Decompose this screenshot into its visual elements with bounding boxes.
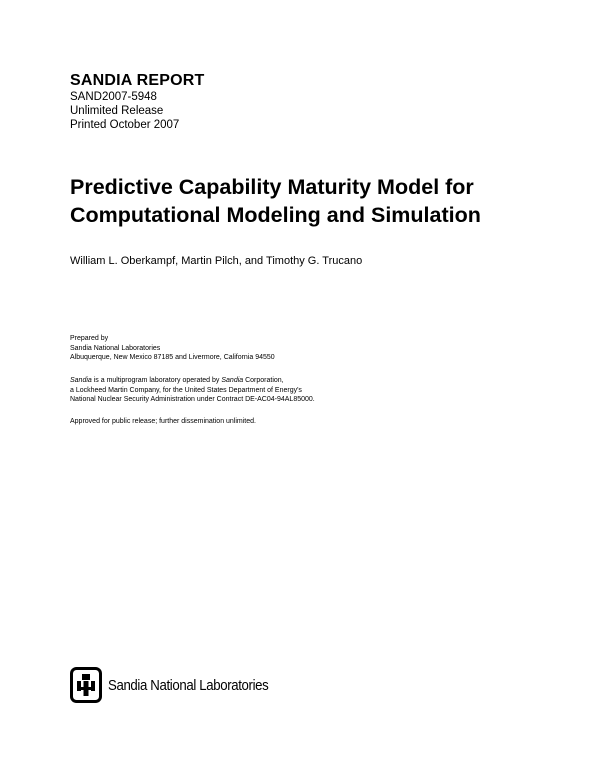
contract-line-1-end: Corporation,	[243, 377, 284, 384]
contract-statement	[70, 376, 315, 405]
contract-line-2: a Lockheed Martin Company, for the United States Department of Energy's	[70, 386, 302, 394]
prepared-by-label: Prepared by	[70, 335, 109, 342]
title-line-1: Predictive Capability Maturity Model for	[70, 175, 474, 199]
prepared-by-address: Albuquerque, New Mexico 87185 and Livermore, California 94550	[70, 354, 275, 361]
sandia-name: Sandia	[70, 377, 92, 384]
release-status: Unlimited Release	[70, 105, 164, 117]
document-title	[70, 173, 570, 229]
distribution-statement: Approved for public release; further dissemination unlimited.	[70, 418, 256, 425]
sandia-thunderbird-icon	[70, 667, 102, 703]
report-number: SAND2007-5948	[70, 91, 157, 103]
title-line-2: Computational Modeling and Simulation	[70, 203, 481, 227]
prepared-by-block	[70, 334, 275, 363]
sandia-corp-name: Sandia	[221, 377, 244, 384]
contract-line-3: National Nuclear Security Administration under Contract DE-AC04-94AL85000.	[70, 396, 315, 403]
sandia-logo-text: Sandia National Laboratories	[108, 676, 269, 694]
sandia-logo	[70, 667, 290, 703]
print-date: Printed October 2007	[70, 119, 180, 131]
author-list: William L. Oberkampf, Martin Pilch, and Timothy G. Trucano	[70, 255, 363, 267]
prepared-by-org: Sandia National Laboratories	[70, 344, 161, 352]
contract-line-1-text: is a multiprogram laboratory operated by	[91, 377, 222, 384]
report-label: SANDIA REPORT	[70, 72, 205, 89]
contract-line-1	[70, 376, 315, 386]
report-header	[70, 71, 204, 132]
